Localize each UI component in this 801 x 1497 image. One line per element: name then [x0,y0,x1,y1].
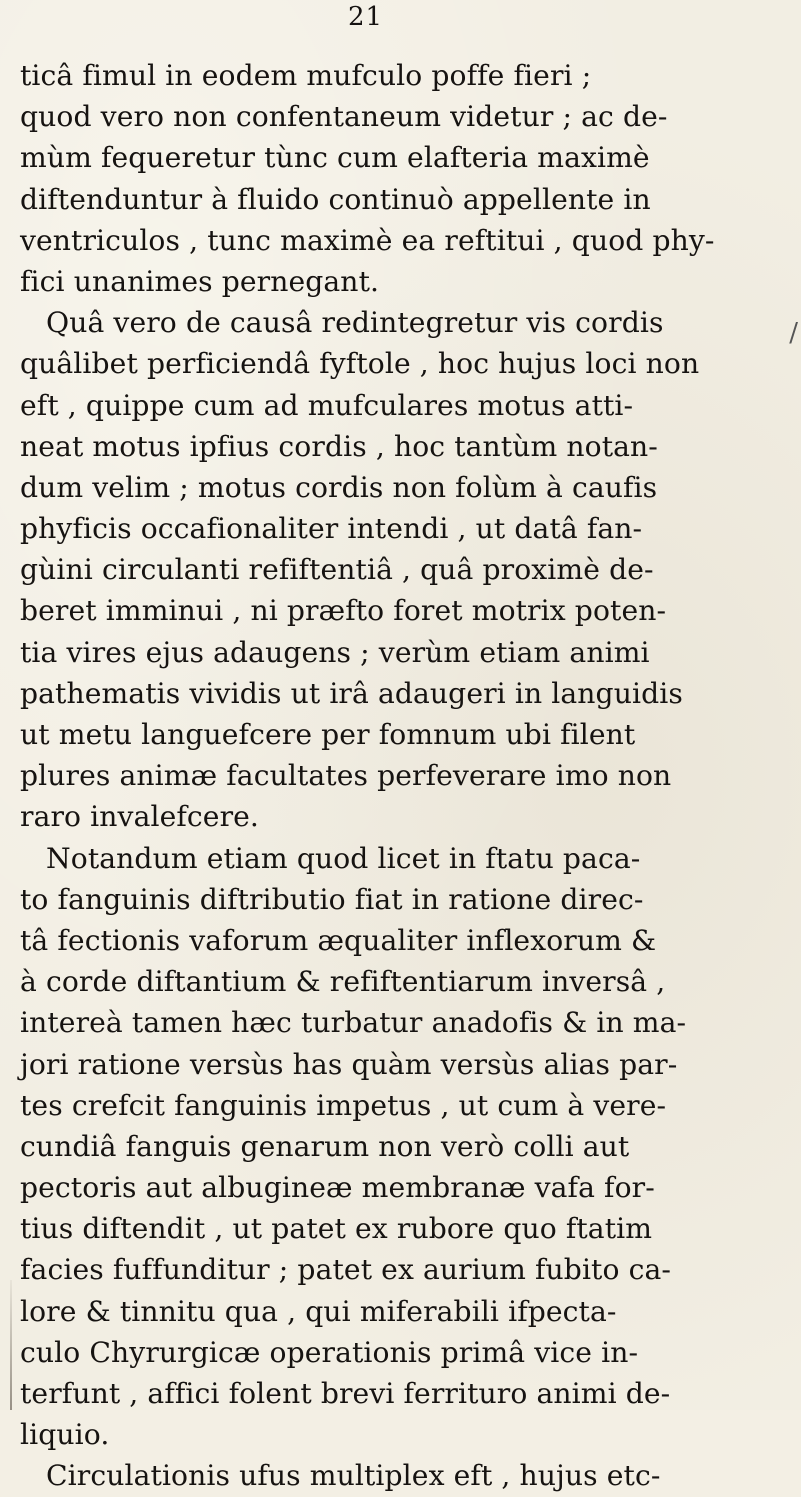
text-line: fici unanimes pernegant. [20,264,380,298]
text-line: facies fuffunditur ; patet ex aurium fubito ca- [20,1253,672,1287]
text-line: tâ fectionis vaforum æqualiter inflexorum & [20,923,657,957]
margin-slash-mark: / [789,318,798,348]
text-line: gùini circulanti refiftentiâ , quâ proximè de- [20,553,654,587]
text-line: plures animæ facultates perfeverare imo non [20,759,672,793]
text-line: ventriculos , tunc maximè ea reftitui , quod phy- [20,223,715,257]
text-line: jori ratione versùs has quàm versùs alias par- [20,1047,678,1081]
binding-edge-shadow [10,1280,12,1410]
text-line: pathematis vividis ut irâ adaugeri in languidis [20,676,683,710]
text-line: to fanguinis diftributio fiat in ratione direc- [20,882,644,916]
text-line: beret imminui , ni præfto foret motrix poten- [20,594,667,628]
text-line: ticâ fimul in eodem mufculo poffe fieri ; [20,59,592,92]
text-line: à corde diftantium & refiftentiarum inversâ , [20,965,666,999]
text-line: ut metu languefcere per fomnum ubi filent [20,718,636,751]
text-line: tius diftendit , ut patet ex rubore quo ftatim [20,1212,653,1246]
text-line: liquio. [20,1418,110,1452]
text-line: tia vires ejus adaugens ; verùm etiam animi [20,635,650,669]
text-line: intereà tamen hæc turbatur anadofis & in ma- [20,1006,687,1040]
text-line: quâlibet perficiendâ fyftole , hoc hujus loci non [20,347,700,381]
text-line: raro invalefcere. [20,800,259,834]
text-line: eft , quippe cum ad mufculares motus atti- [20,388,634,422]
text-line: diftenduntur à fluido continuò appellente in [20,182,651,216]
text-line: lore & tinnitu qua , qui miferabili ifpecta- [20,1294,617,1328]
text-line: quod vero non confentaneum videtur ; ac de- [20,100,668,134]
text-line: cundiâ fanguis genarum non verò colli aut [20,1129,630,1163]
text-line: mùm fequeretur tùnc cum elafteria maximè [20,141,650,175]
text-line: dum velim ; motus cordis non folùm à caufis [20,470,658,504]
text-line: neat motus ipfius cordis , hoc tantùm notan- [20,429,658,463]
text-line: Circulationis ufus multiplex eft , hujus etc- [46,1459,661,1493]
text-line: phyficis occafionaliter intendi , ut datâ fan- [20,512,643,546]
text-line: Notandum etiam quod licet in ftatu paca- [46,841,641,875]
text-line: pectoris aut albugineæ membranæ vafa for- [20,1171,655,1205]
text-line: tes crefcit fanguinis impetus , ut cum à vere- [20,1088,667,1122]
text-line: terfunt , affici folent brevi ferrituro animi de- [20,1377,671,1410]
text-line: culo Chyrurgicæ operationis primâ vice in- [20,1335,639,1369]
body-text [20,55,792,1497]
text-line: Quâ vero de causâ redintegretur vis cordis [46,306,664,340]
page-number: 21 [348,2,384,32]
